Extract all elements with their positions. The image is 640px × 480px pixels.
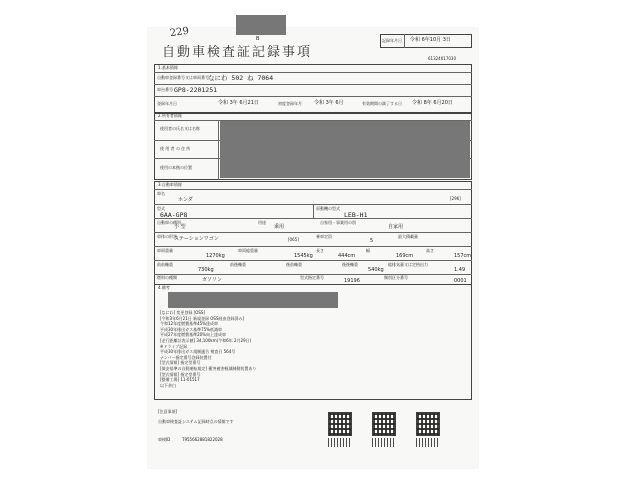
use-value: 乗用: [274, 224, 285, 230]
redacted-remarks: [168, 292, 338, 308]
type-number-value: 19196: [344, 278, 360, 284]
type-number-label: 型式指定番号: [300, 275, 324, 280]
section2-heading: 2.所有者情報: [158, 113, 182, 118]
length-label: 長さ: [316, 248, 324, 253]
capacity-value: 5: [370, 238, 374, 244]
section4-heading: 4.備考: [158, 285, 170, 290]
remarks-line: [型式情報] 指定型番号: [160, 360, 201, 366]
purpose-value: 自家用: [388, 224, 404, 230]
fuel-value: ガソリン: [202, 277, 223, 283]
registration-date-value: 令和 3年 6月21日: [218, 100, 259, 106]
remarks-line: ※ドライブ記録: [160, 343, 188, 349]
remarks-line: [なにわ] 変更登録 [OSS]: [160, 310, 206, 315]
registration-date-label: 登録年月日: [157, 101, 177, 106]
remarks-line: 平成30年排出ガス規制適合 検査日 564号: [160, 349, 236, 355]
kind-label: 自動車の種別: [157, 220, 181, 225]
redacted-header: [236, 15, 286, 35]
qr-code-3-strip: [416, 438, 440, 447]
maker-label: 車名: [157, 191, 165, 196]
record-date: 令和 6年10月 3日: [410, 37, 451, 43]
doc-number: 61324017030: [428, 56, 456, 61]
maxload-label: 最大積載量: [398, 234, 418, 239]
plate-value: なにわ 502 ね 7064: [208, 74, 274, 82]
first-registration-value: 令和 3年 6月: [314, 100, 344, 106]
remarks-line: [走行距離計表示値] 34,100km(令和6年 2月29日): [160, 337, 252, 343]
redacted-owner-info: [220, 121, 470, 178]
front-front-axle-label: 前前軸重: [157, 262, 173, 267]
expiry-value: 令和 8年 6月20日: [412, 100, 453, 106]
remarks-line: [保安基準の自動運転規定] 衝突被害軽減制動装置あり: [160, 365, 257, 371]
body-value: ステーションワゴン: [174, 236, 219, 242]
maker-code: [296]: [450, 196, 461, 201]
remarks-line: 平成27年度燃費基準20%向上達成車: [160, 332, 226, 338]
class-number-value: 0001: [454, 278, 467, 284]
width-label: 幅: [366, 248, 370, 253]
fuel-label: 燃料の種類: [157, 275, 177, 280]
remarks-line: [型式情報] 指定型番号: [160, 371, 201, 377]
inspection-certificate-sheet: [148, 25, 478, 468]
remarks-line: 以下余白: [160, 382, 176, 388]
user-name-label: 使用者の氏名又は名称: [160, 126, 200, 131]
length-value: 444cm: [338, 253, 356, 259]
width-value: 169cm: [396, 253, 414, 259]
qr-code-1: [328, 412, 352, 436]
handwritten-number: 229: [169, 25, 190, 40]
displacement-label: 総排気量又は定格出力: [388, 262, 428, 267]
weight-value: 1270kg: [206, 253, 225, 259]
remarks-line: [令和3年6月21日 新規登録 OSS経由登録済み]: [160, 315, 245, 321]
qr-code-2: [372, 412, 396, 436]
rear-rear-axle-label: 後後軸重: [342, 262, 358, 267]
qr-code-3: [416, 412, 440, 436]
chassis-value: GP8-2201251: [174, 86, 218, 94]
maker-value: ホンダ: [178, 197, 193, 203]
capacity-label: 乗車定員: [316, 234, 332, 239]
section1-heading: 1.基本情報: [158, 65, 178, 70]
expiry-label: 有効期間の満了する日: [362, 101, 402, 106]
vehicle-id-label: 車検ID: [158, 437, 171, 442]
qr-code-1-strip: [328, 438, 352, 447]
gross-weight-value: 1545kg: [294, 253, 313, 259]
model-value: 6AA-GP8: [160, 211, 188, 219]
notice-heading: [注意事項]: [158, 409, 178, 414]
header-mark: B: [256, 36, 260, 42]
rear-rear-axle-value: 540kg: [368, 267, 384, 273]
front-front-axle-value: 730kg: [198, 267, 214, 273]
qr-code-2-strip: [372, 438, 396, 447]
notice-text: 自動車検査証システム記録時点の情報です: [158, 419, 234, 424]
engine-value: LEB-H1: [344, 211, 368, 219]
user-address-label: 使 用 者 の 住 所: [160, 146, 191, 151]
engine-label: 原動機の型式: [316, 206, 340, 211]
remarks-notes: [160, 310, 256, 388]
remarks-line: [整備工場] 11-01517: [160, 377, 200, 383]
height-value: 157cm: [454, 253, 472, 259]
base-location-label: 使用の本拠の位置: [160, 165, 192, 170]
record-date-label: 記録年月日: [382, 38, 402, 43]
model-label: 型式: [157, 206, 165, 211]
chassis-label: 車台番号: [157, 87, 173, 92]
gross-weight-label: 車両総重量: [238, 248, 258, 253]
kind-value: 小 型: [174, 224, 186, 230]
use-label: 用途: [258, 220, 266, 225]
remarks-line: 平成30年排出ガス基準75%低減車: [160, 326, 222, 332]
vehicle-id-value: T955662881822028: [182, 437, 223, 442]
front-rear-axle-label: 前後軸重: [230, 262, 246, 267]
purpose-label: 自家用・事業用の別: [320, 220, 356, 225]
remarks-line: ナンバー指定番号登録装置付: [160, 354, 212, 360]
plate-label: 自動車登録番号又は車両番号: [157, 75, 209, 80]
rear-front-axle-label: 後前軸重: [286, 262, 302, 267]
weight-label: 車両重量: [157, 248, 173, 253]
displacement-value: 1.49: [454, 267, 466, 273]
doc-title: 自動車検査証記録事項: [162, 45, 313, 60]
remarks-line: 令和12年度燃費基準45%達成車: [160, 321, 218, 327]
section3-heading: 3.自動車情報: [158, 182, 182, 187]
body-code: [065]: [288, 237, 299, 242]
height-label: 高さ: [426, 248, 434, 253]
class-number-label: 類別区分番号: [384, 275, 408, 280]
body-label: 車体の形状: [157, 234, 177, 239]
first-registration-label: 初度登録年月: [278, 101, 302, 106]
